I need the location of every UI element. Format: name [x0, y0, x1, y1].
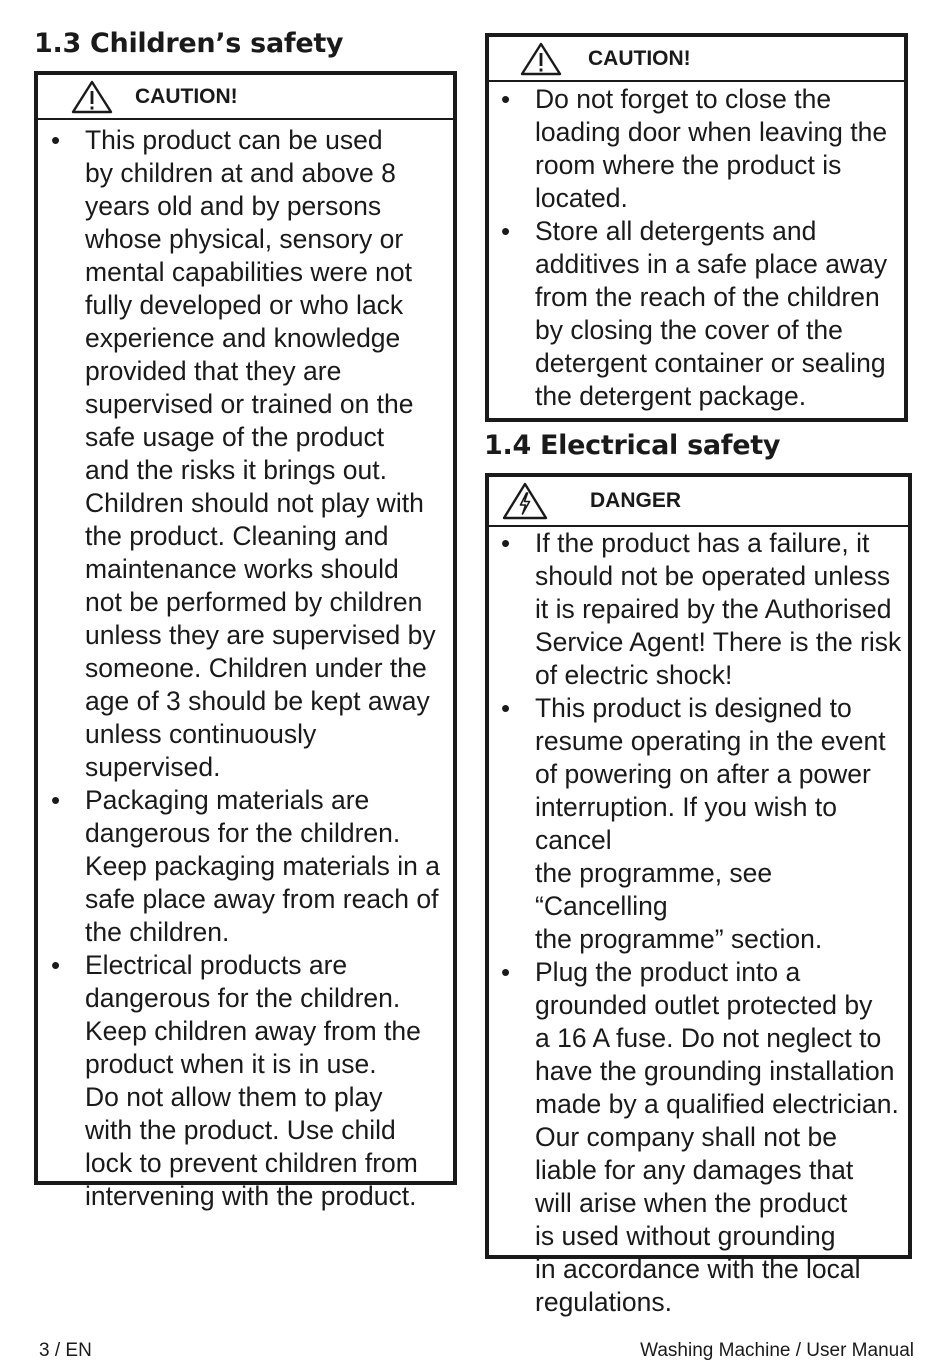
list-item: • Plug the product into a grounded outlet protected by a 16 A fuse. Do not neglect to have the grounding installation made by a qualified electrician. Our company shall not be liable for any damages that will arise when the product is used without grounding in accordance with the local regulations. — [492, 956, 908, 1319]
list-item: • If the product has a failure, it should not be operated unless it is repaired by the Authorised Service Agent! There is the risk of electric shock! — [492, 527, 908, 692]
electrical-safety-list — [489, 527, 908, 1319]
caution-header — [38, 75, 453, 120]
caution-header — [489, 37, 904, 82]
list-item: • Store all detergents and additives in a safe place away from the reach of the children by closing the cover of the detergent container or sealing the detergent package. — [492, 215, 904, 413]
electrical-danger-box — [485, 473, 912, 1317]
caution-label: CAUTION! — [135, 84, 238, 108]
list-item: • This product can be used by children at and above 8 years old and by persons whose physical, sensory or mental capabilities were not fully developed or who lack experience and knowledge provided that they are supervised or trained on the safe usage of the product and the risks it brings out. Children should not play with the product. Cleaning and maintenance works should not be performed by children unless they are supervised by someone. Children under the age of 3 should be kept away unless continuously supervised. — [42, 124, 453, 784]
list-item: • Do not forget to close the loading door when leaving the room where the product is located. — [492, 83, 904, 215]
section-title-electrical-safety: 1.4 Electrical safety — [484, 430, 781, 461]
danger-label: DANGER — [590, 489, 682, 512]
section-title-childrens-safety: 1.3 Children’s safety — [34, 28, 344, 59]
continued-caution-box — [485, 33, 908, 422]
danger-header — [489, 477, 908, 527]
caution-continued-list — [489, 83, 904, 413]
electric-shock-warning-icon — [502, 482, 548, 520]
warning-triangle-icon — [71, 80, 113, 114]
childrens-safety-list — [38, 124, 453, 1213]
childrens-caution-box — [34, 71, 457, 1211]
list-item: • This product is designed to resume operating in the event of powering on after a power interruption. If you wish to cancel the programme, see “Cancelling the programme” section. — [492, 692, 908, 956]
list-item: • Electrical products are dangerous for the children. Keep children away from the product when it is in use. Do not allow them to play with the product. Use child lock to prevent children from intervening with the product. — [42, 949, 453, 1213]
manual-title: Washing Machine / User Manual — [640, 1340, 914, 1361]
caution-label: CAUTION! — [588, 46, 691, 70]
list-item: • Packaging materials are dangerous for the children. Keep packaging materials in a safe place away from reach of the children. — [42, 784, 453, 949]
page-number: 3 / EN — [39, 1340, 92, 1361]
warning-triangle-icon — [520, 42, 562, 76]
